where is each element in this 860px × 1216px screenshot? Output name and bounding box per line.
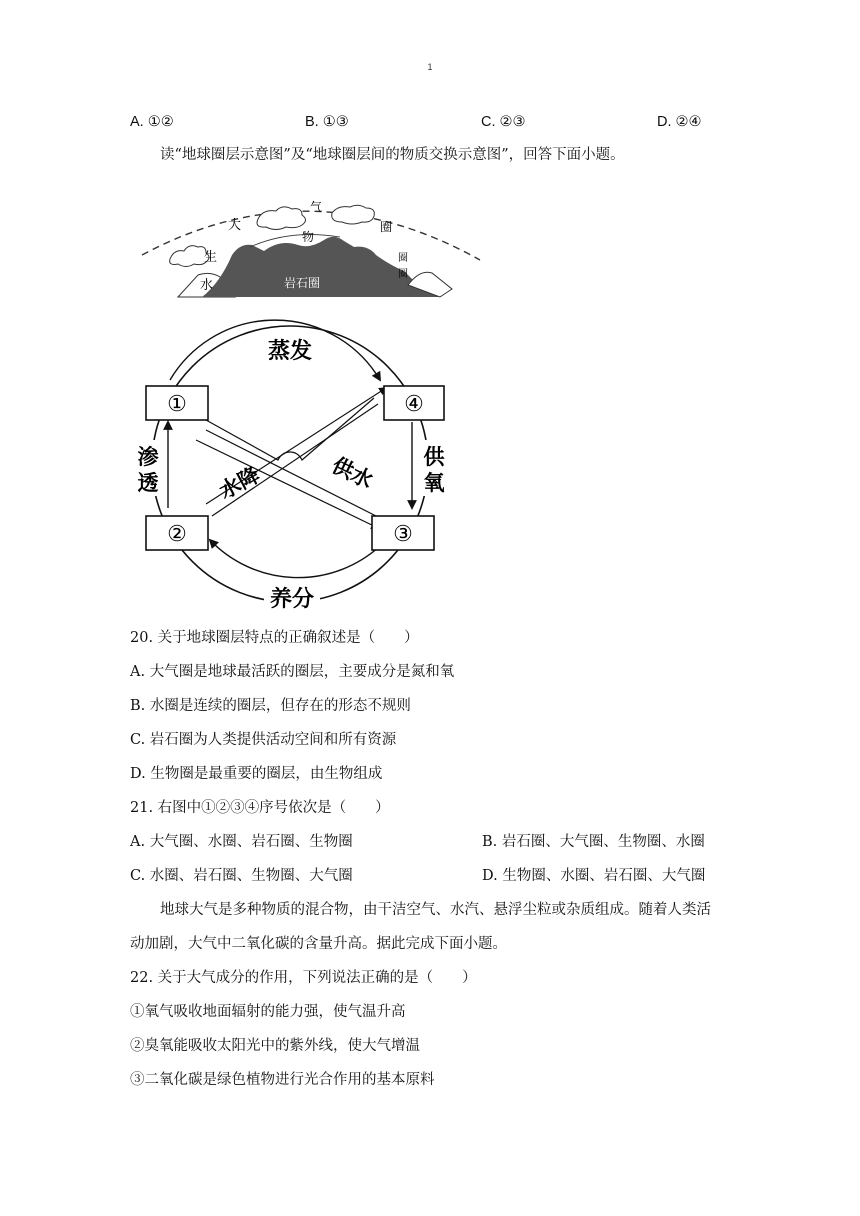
q21-stem: 21. 右图中①②③④序号依次是（ ）: [130, 800, 390, 816]
material-exchange-figure: [130, 318, 460, 616]
label-seep-2: 透: [137, 470, 159, 495]
label-da: 大: [228, 218, 242, 233]
label-quan-r2: 圈: [398, 269, 408, 280]
label-wu: 物: [302, 230, 315, 244]
label-quan: 圈: [380, 220, 393, 234]
q22-item-3: ③二氧化碳是绿色植物进行光合作用的基本原料: [130, 1072, 435, 1088]
node-2: ②: [167, 522, 187, 547]
q21-option-b: B. 岩石圈、大气圈、生物圈、水圈: [482, 834, 705, 850]
label-precipitation: 水降: [214, 461, 264, 504]
q22-item-1: ①氧气吸收地面辐射的能力强，使气温升高: [130, 1004, 406, 1020]
intro-paragraph-2-line-1: 地球大气是多种物质的混合物，由干洁空气、水汽、悬浮尘粒或杂质组成。随着人类活: [160, 902, 711, 918]
node-1: ①: [167, 392, 187, 417]
label-seep-1: 渗: [137, 444, 159, 469]
label-oxygen-2: 氧: [423, 470, 445, 495]
label-oxygen-1: 供: [423, 444, 445, 469]
q20-option-a: A. 大气圈是地球最活跃的圈层，主要成分是氮和氧: [130, 664, 455, 680]
q20-option-c: C. 岩石圈为人类提供活动空间和所有资源: [130, 732, 397, 748]
q21-option-d: D. 生物圈、水圈、岩石圈、大气圈: [482, 868, 706, 884]
q21-option-a: A. 大气圈、水圈、岩石圈、生物圈: [130, 834, 353, 850]
q20-stem: 20. 关于地球圈层特点的正确叙述是（ ）: [130, 630, 419, 646]
q22-item-2: ②臭氧能吸收太阳光中的紫外线，使大气增温: [130, 1038, 420, 1054]
node-4: ④: [404, 392, 424, 417]
page-number: 1: [427, 62, 433, 72]
q22-stem: 22. 关于大气成分的作用，下列说法正确的是（ ）: [130, 970, 477, 986]
label-sheng: 生: [204, 250, 218, 265]
label-evaporation: 蒸发: [267, 338, 313, 364]
q20-option-b: B. 水圈是连续的圈层，但存在的形态不规则: [130, 698, 411, 714]
q19-option-a: A. ①②: [130, 114, 174, 130]
q19-option-b: B. ①③: [305, 114, 349, 130]
q20-option-d: D. 生物圈是最重要的圈层，由生物组成: [130, 766, 383, 782]
node-3: ③: [393, 522, 413, 547]
intro-paragraph-2-line-2: 动加剧，大气中二氧化碳的含量升高。据此完成下面小题。: [130, 936, 507, 952]
q19-option-d: D. ②④: [657, 114, 702, 130]
q21-option-c: C. 水圈、岩石圈、生物圈、大气圈: [130, 868, 353, 884]
intro-paragraph-1: 读“地球圈层示意图”及“地球圈层间的物质交换示意图”，回答下面小题。: [160, 147, 625, 163]
label-quan-r1: 圈: [398, 253, 408, 264]
label-nutrients: 养分: [269, 586, 315, 612]
q19-option-c: C. ②③: [481, 114, 526, 130]
label-shui: 水: [200, 278, 214, 293]
label-qi: 气: [310, 200, 323, 214]
earth-spheres-figure: [140, 185, 485, 300]
label-lithosphere: 岩石圈: [284, 276, 321, 290]
label-water-supply: 供水: [328, 452, 378, 494]
